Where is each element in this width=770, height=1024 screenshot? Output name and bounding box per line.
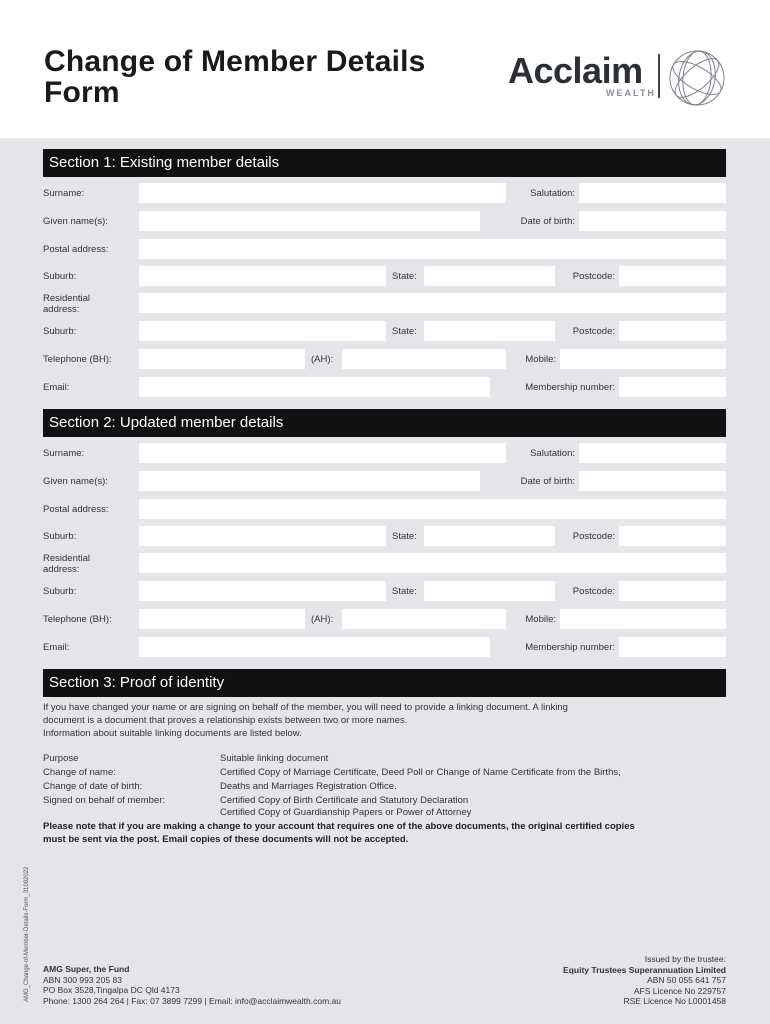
- residential-label-line-1: Residential: [43, 293, 90, 304]
- new-salutation-field[interactable]: [579, 443, 726, 463]
- state-2-field[interactable]: [424, 321, 555, 341]
- salutation-label: Salutation:: [530, 188, 575, 199]
- table-row: [43, 780, 733, 794]
- issued-by: Issued by the trustee:: [644, 954, 726, 964]
- new-telephone-ah-label: (AH):: [311, 614, 334, 625]
- fund-po-box: PO Box 3528,Tingalpa DC Qld 4173: [43, 985, 180, 995]
- new-telephone-bh-label: Telephone (BH):: [43, 614, 112, 625]
- postcode-label: Postcode:: [572, 271, 615, 282]
- new-residential-address-field[interactable]: [139, 553, 726, 573]
- table-cell-document: Certified Copy of Marriage Certificate, Deed Poll or Change of Name Certificate from the Births,: [220, 767, 621, 778]
- document-code: AMG_Change-of-Member-Details-Form_31082022: [24, 866, 30, 1002]
- note-line-1: Please note that if you are making a change to your account that requires one of the above documents, the original certified copies: [43, 821, 635, 832]
- suburb-field[interactable]: [139, 266, 386, 286]
- given-names-label: Given name(s):: [43, 216, 108, 227]
- new-telephone-ah-field[interactable]: [342, 609, 506, 629]
- acclaim-logo: [506, 48, 730, 108]
- new-mobile-label: Mobile:: [525, 614, 556, 625]
- postal-address-field[interactable]: [139, 239, 726, 259]
- note-line-2: must be sent via the post. Email copies of these documents will not be accepted.: [43, 834, 409, 845]
- mobile-field[interactable]: [560, 349, 726, 369]
- new-state-field[interactable]: [424, 526, 555, 546]
- new-email-label: Email:: [43, 642, 70, 653]
- intro-line-2: document is a document that proves a relationship exists between two or more names.: [43, 715, 408, 726]
- new-postal-address-label: Postal address:: [43, 504, 109, 515]
- fund-contact: Phone: 1300 264 264 | Fax: 07 3899 7299 | Email: info@acclaimwealth.com.au: [43, 995, 341, 1006]
- new-suburb-2-field[interactable]: [139, 581, 386, 601]
- surname-label: Surname:: [43, 188, 85, 199]
- new-postal-address-field[interactable]: [139, 499, 726, 519]
- table-row: [43, 766, 733, 780]
- new-postcode-field[interactable]: [619, 526, 726, 546]
- surname-field[interactable]: [139, 183, 506, 203]
- new-state-2-label: State:: [392, 586, 417, 597]
- new-suburb-field[interactable]: [139, 526, 386, 546]
- fund-details: [43, 964, 341, 1006]
- trustee-abn: ABN 50 055 641 757: [647, 975, 726, 985]
- new-residential-label-line-2: address:: [43, 564, 80, 575]
- proof-intro: [43, 701, 733, 740]
- purpose-header: Purpose: [43, 753, 79, 764]
- state-label: State:: [392, 271, 417, 282]
- new-suburb-label: Suburb:: [43, 531, 77, 542]
- table-cell-purpose: Change of name:: [43, 767, 116, 778]
- postcode-field[interactable]: [619, 266, 726, 286]
- fund-name: AMG Super, the Fund: [43, 964, 130, 974]
- title-line-2: Form: [44, 76, 120, 109]
- table-header-row: [43, 752, 733, 766]
- telephone-ah-field[interactable]: [342, 349, 506, 369]
- new-residential-label-line-1: Residential: [43, 553, 90, 564]
- new-given-names-label: Given name(s):: [43, 476, 108, 487]
- table-cell-purpose: Change of date of birth:: [43, 781, 143, 792]
- new-postcode-label: Postcode:: [572, 531, 615, 542]
- new-residential-address-label: [43, 553, 90, 575]
- intro-line-1: If you have changed your name or are signing on behalf of the member, you will need to provide a linking document. A linking: [43, 702, 568, 713]
- membership-number-field[interactable]: [619, 377, 726, 397]
- residential-label-line-2: address:: [43, 304, 80, 315]
- new-state-label: State:: [392, 531, 417, 542]
- new-membership-number-field[interactable]: [619, 637, 726, 657]
- mobile-label: Mobile:: [525, 354, 556, 365]
- state-2-label: State:: [392, 326, 417, 337]
- intro-line-3: Information about suitable linking documents are listed below.: [43, 728, 302, 739]
- table-cell-document: Deaths and Marriages Registration Office.: [220, 781, 397, 792]
- trustee-details: [563, 954, 726, 1007]
- dob-field[interactable]: [579, 211, 726, 231]
- membership-number-label: Membership number:: [525, 382, 615, 393]
- linking-document-header: Suitable linking document: [220, 753, 329, 764]
- trustee-name: Equity Trustees Superannuation Limited: [563, 964, 726, 975]
- postcode-2-label: Postcode:: [572, 326, 615, 337]
- page-title: [44, 46, 426, 108]
- new-dob-label: Date of birth:: [520, 476, 575, 487]
- salutation-field[interactable]: [579, 183, 726, 203]
- telephone-ah-label: (AH):: [311, 354, 334, 365]
- residential-address-field[interactable]: [139, 293, 726, 313]
- new-dob-field[interactable]: [579, 471, 726, 491]
- new-postcode-2-field[interactable]: [619, 581, 726, 601]
- suburb-2-field[interactable]: [139, 321, 386, 341]
- new-mobile-field[interactable]: [560, 609, 726, 629]
- postal-address-label: Postal address:: [43, 244, 109, 255]
- table-cell-purpose: Signed on behalf of member:: [43, 795, 165, 806]
- new-membership-number-label: Membership number:: [525, 642, 615, 653]
- new-telephone-bh-field[interactable]: [139, 609, 305, 629]
- post-requirement-note: [43, 820, 733, 846]
- new-suburb-2-label: Suburb:: [43, 586, 77, 597]
- section-3-header: Section 3: Proof of identity: [43, 669, 726, 697]
- logo-divider: [658, 54, 660, 98]
- residential-address-label: [43, 293, 90, 315]
- new-given-names-field[interactable]: [139, 471, 480, 491]
- table-row: [43, 806, 733, 820]
- telephone-bh-label: Telephone (BH):: [43, 354, 112, 365]
- page-header: [0, 0, 770, 138]
- logo-subtitle: WEALTH: [606, 88, 656, 98]
- email-field[interactable]: [139, 377, 490, 397]
- table-cell-document: Certified Copy of Birth Certificate and Statutory Declaration: [220, 795, 469, 806]
- new-state-2-field[interactable]: [424, 581, 555, 601]
- globe-icon: [666, 48, 728, 108]
- email-label: Email:: [43, 382, 70, 393]
- fund-abn: ABN 300 993 205 83: [43, 974, 122, 985]
- section-1-header: Section 1: Existing member details: [43, 149, 726, 177]
- state-field[interactable]: [424, 266, 555, 286]
- new-surname-label: Surname:: [43, 448, 85, 459]
- new-postcode-2-label: Postcode:: [572, 586, 615, 597]
- new-email-field[interactable]: [139, 637, 490, 657]
- new-surname-field[interactable]: [139, 443, 506, 463]
- section-2-header: Section 2: Updated member details: [43, 409, 726, 437]
- dob-label: Date of birth:: [520, 216, 575, 227]
- telephone-bh-field[interactable]: [139, 349, 305, 369]
- postcode-2-field[interactable]: [619, 321, 726, 341]
- suburb-label: Suburb:: [43, 271, 77, 282]
- table-cell-document: Certified Copy of Guardianship Papers or Power of Attorney: [220, 807, 472, 818]
- new-salutation-label: Salutation:: [530, 448, 575, 459]
- logo-wordmark: Acclaim: [508, 50, 643, 91]
- trustee-rse: RSE Licence No L0001458: [623, 996, 726, 1006]
- given-names-field[interactable]: [139, 211, 480, 231]
- suburb-2-label: Suburb:: [43, 326, 77, 337]
- trustee-afs: AFS Licence No 229757: [633, 985, 726, 996]
- title-line-1: Change of Member Details: [44, 45, 426, 78]
